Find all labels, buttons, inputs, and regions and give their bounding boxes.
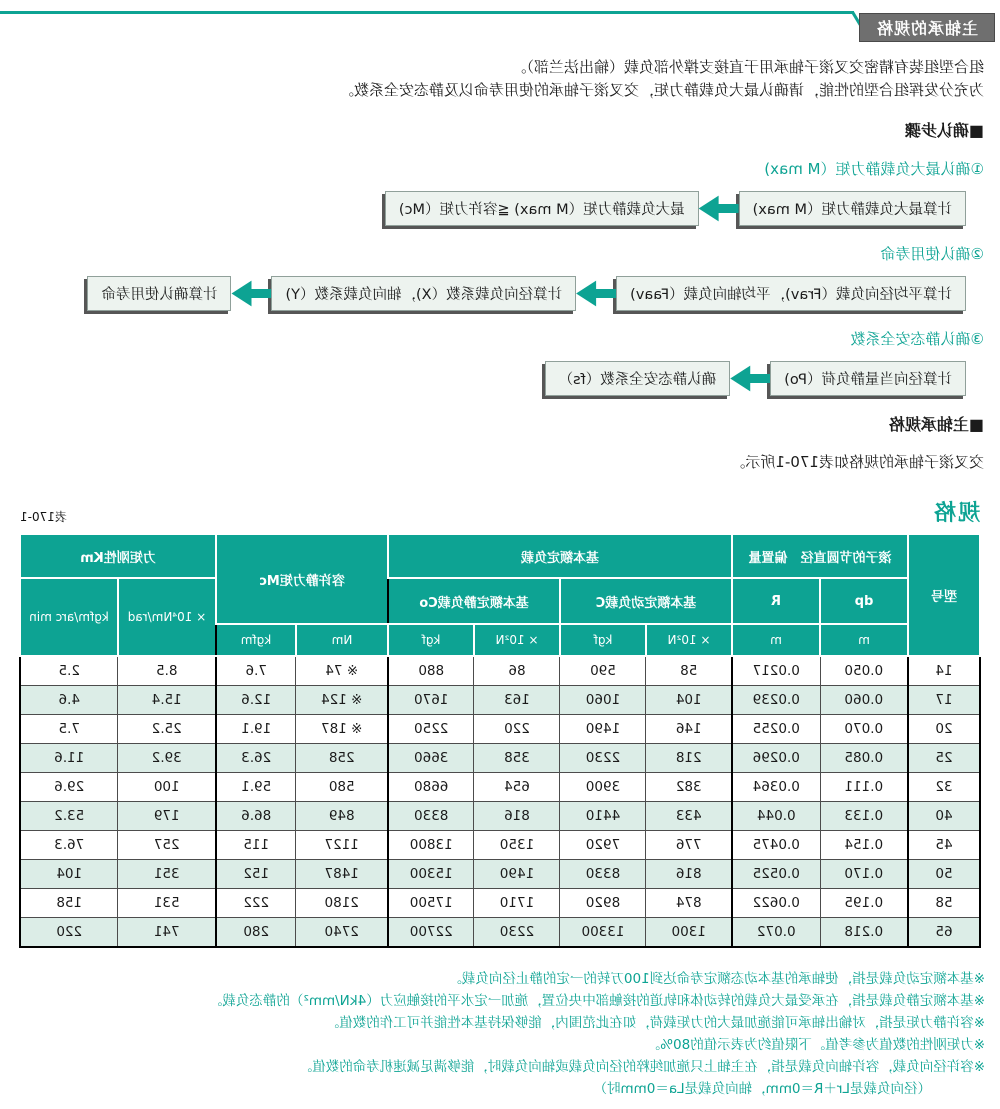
table-cell: 1487 bbox=[296, 860, 388, 889]
table-cell: 22700 bbox=[388, 918, 474, 948]
table-cell: 15.4 bbox=[118, 686, 216, 715]
table-cell: 590 bbox=[560, 656, 646, 686]
table-cell: 53.2 bbox=[20, 802, 118, 831]
header-rule bbox=[0, 11, 854, 14]
unit-n: × 10²N bbox=[646, 624, 732, 656]
table-cell: 4.6 bbox=[20, 686, 118, 715]
flow-row-3 bbox=[16, 361, 966, 396]
table-cell: 13800 bbox=[388, 831, 474, 860]
table-cell: 257 bbox=[118, 831, 216, 860]
flow-box: 计算径向负载系数（X)，轴向负载系数（Y) bbox=[272, 276, 577, 311]
intro-paragraph bbox=[18, 56, 984, 102]
table-cell: 1127 bbox=[296, 831, 388, 860]
footnote-line: ※容许静力矩是指，对输出轴承可能施加最大的力矩载荷，如在此范围内，能够保持基本性能并可工作的数值。 bbox=[325, 1015, 985, 1031]
table-cell: 220 bbox=[474, 715, 560, 744]
table-cell: 12.6 bbox=[216, 686, 296, 715]
table-cell: 4410 bbox=[560, 802, 646, 831]
table-cell: 86.6 bbox=[216, 802, 296, 831]
spec-note: 交叉滚子轴承的规格如表170-1所示。 bbox=[730, 453, 984, 471]
table-cell: 50 bbox=[908, 860, 980, 889]
table-cell: 17 bbox=[908, 686, 980, 715]
table-cell: 2740 bbox=[296, 918, 388, 948]
table-cell: 218 bbox=[646, 744, 732, 773]
table-cell: 0.0296 bbox=[732, 744, 820, 773]
page-title-tab: 主轴承的规格 bbox=[859, 13, 995, 42]
table-cell: 58 bbox=[908, 889, 980, 918]
section-2-label: ②确认使用寿命 bbox=[880, 245, 984, 263]
table-cell: 0.195 bbox=[820, 889, 908, 918]
col-header-model: 型号 bbox=[908, 534, 980, 656]
table-cell: 776 bbox=[646, 831, 732, 860]
table-cell: 32 bbox=[908, 773, 980, 802]
table-cell: 1300 bbox=[646, 918, 732, 948]
table-cell: 8330 bbox=[388, 802, 474, 831]
table-cell: 39.2 bbox=[118, 744, 216, 773]
table-cell: 0.050 bbox=[820, 656, 908, 686]
table-cell: 59.1 bbox=[216, 773, 296, 802]
footnote-line: （径向负载是Lr＋R＝0mm，轴向负载是La＝0mm时） bbox=[593, 1081, 931, 1097]
unit-kgfm-arc: kgfm/arc min bbox=[20, 578, 118, 656]
spec-table-body bbox=[20, 656, 980, 947]
table-cell: 17500 bbox=[388, 889, 474, 918]
table-cell: 179 bbox=[118, 802, 216, 831]
table-cell: 7.5 bbox=[20, 715, 118, 744]
flow-box: 计算径向当量静负荷（Po) bbox=[770, 361, 966, 396]
table-cell: 351 bbox=[118, 860, 216, 889]
table-cell: 874 bbox=[646, 889, 732, 918]
table-cell: 26.3 bbox=[216, 744, 296, 773]
table-cell: 25.2 bbox=[118, 715, 216, 744]
table-row bbox=[20, 918, 980, 948]
table-cell: 382 bbox=[646, 773, 732, 802]
table-cell: 7.6 bbox=[216, 656, 296, 686]
table-cell: 15300 bbox=[388, 860, 474, 889]
unit-nm: Nm bbox=[296, 624, 388, 656]
table-cell: 220 bbox=[20, 918, 118, 948]
table-cell: ※ 124 bbox=[296, 686, 388, 715]
table-row bbox=[20, 831, 980, 860]
table-cell: 20 bbox=[908, 715, 980, 744]
table-cell: 76.3 bbox=[20, 831, 118, 860]
arrow-right-icon bbox=[232, 280, 272, 308]
table-cell: 0.154 bbox=[820, 831, 908, 860]
footnote-line: ※容许径向负载，容许轴向负载是指，在主轴上只施加纯粹的径向负载或轴向负载时，能够满足减速机寿命的数值。 bbox=[298, 1059, 985, 1075]
table-cell: 433 bbox=[646, 802, 732, 831]
table-cell: 163 bbox=[474, 686, 560, 715]
table-cell: 849 bbox=[296, 802, 388, 831]
table-cell: 654 bbox=[474, 773, 560, 802]
table-title-row bbox=[20, 496, 980, 527]
table-cell: 152 bbox=[216, 860, 296, 889]
unit-n: × 10²N bbox=[474, 624, 560, 656]
table-cell: 14 bbox=[908, 656, 980, 686]
table-row bbox=[20, 802, 980, 831]
table-cell: 29.6 bbox=[20, 773, 118, 802]
table-cell: 1490 bbox=[560, 715, 646, 744]
table-cell: 65 bbox=[908, 918, 980, 948]
table-row bbox=[20, 773, 980, 802]
col-header-moment: 容许静力矩Mc bbox=[216, 534, 388, 624]
spec-heading: ■主轴承规格 bbox=[888, 415, 984, 434]
table-cell: 222 bbox=[216, 889, 296, 918]
table-cell: 0.0525 bbox=[732, 860, 820, 889]
unit-kgf: kgf bbox=[560, 624, 646, 656]
table-cell: 816 bbox=[474, 802, 560, 831]
table-cell: 1670 bbox=[388, 686, 474, 715]
arrow-right-icon bbox=[730, 365, 770, 393]
footnote-line: ※基本额定静负载是指，在承受最大负载的转动体和轨道的接触部中央位置，施加一定水平的接触应力（4kN/mm²）的静态负载。 bbox=[208, 993, 985, 1009]
table-cell: 0.111 bbox=[820, 773, 908, 802]
table-cell: 2.5 bbox=[20, 656, 118, 686]
flow-row-2 bbox=[16, 276, 966, 311]
flow-box: 计算平均径向负载（Frav)，平均轴向负载（Faav) bbox=[616, 276, 966, 311]
table-cell: 531 bbox=[118, 889, 216, 918]
col-header-pitch-offset: 滚子的节圆直径 偏置量 bbox=[732, 534, 908, 578]
table-cell: 258 bbox=[296, 744, 388, 773]
table-cell: 115 bbox=[216, 831, 296, 860]
table-cell: 3660 bbox=[388, 744, 474, 773]
table-cell: 1060 bbox=[560, 686, 646, 715]
table-cell: 8.5 bbox=[118, 656, 216, 686]
spec-table bbox=[19, 533, 981, 948]
table-cell: 3900 bbox=[560, 773, 646, 802]
table-cell: 580 bbox=[296, 773, 388, 802]
table-cell: 0.218 bbox=[820, 918, 908, 948]
table-cell: 0.0239 bbox=[732, 686, 820, 715]
col-header-static: 基本额定静负载Co bbox=[388, 578, 560, 624]
footnotes bbox=[14, 968, 985, 1100]
table-cell: 0.0475 bbox=[732, 831, 820, 860]
table-cell: 2180 bbox=[296, 889, 388, 918]
table-cell: 0.0217 bbox=[732, 656, 820, 686]
table-cell: 104 bbox=[20, 860, 118, 889]
col-header-dynamic: 基本额定动负载C bbox=[560, 578, 732, 624]
footnote-line: ※基本额定动负载是指，使轴承的基本动态额定寿命达到100万转的一定的静止径向负载。 bbox=[448, 971, 985, 987]
footnote-line: ※力矩刚性的数值为参考值。下限值约为表示值的80%。 bbox=[646, 1037, 985, 1053]
unit-m: m bbox=[732, 624, 820, 656]
col-header-rigidity: 力矩刚性Km bbox=[20, 534, 216, 578]
flow-box: 计算确认使用寿命 bbox=[88, 276, 232, 311]
table-cell: 0.060 bbox=[820, 686, 908, 715]
table-cell: ※ 187 bbox=[296, 715, 388, 744]
table-cell: 280 bbox=[216, 918, 296, 948]
section-1-label: ①确认最大负载静力矩（M max) bbox=[764, 160, 984, 178]
table-cell: 0.070 bbox=[820, 715, 908, 744]
table-row bbox=[20, 744, 980, 773]
table-row bbox=[20, 715, 980, 744]
table-cell: 158 bbox=[20, 889, 118, 918]
table-row bbox=[20, 889, 980, 918]
table-cell: 100 bbox=[118, 773, 216, 802]
intro-line: 组合型组装有精密交叉滚子轴承用于直接支撑外部负载（输出法兰部）。 bbox=[511, 58, 984, 76]
table-cell: 880 bbox=[388, 656, 474, 686]
table-cell: 8920 bbox=[560, 889, 646, 918]
table-row bbox=[20, 656, 980, 686]
table-cell: 86 bbox=[474, 656, 560, 686]
unit-kgf: kgf bbox=[388, 624, 474, 656]
col-header-dp: dp bbox=[820, 578, 908, 624]
unit-nm-rad: × 10⁴Nm/rad bbox=[118, 578, 216, 656]
arrow-right-icon bbox=[576, 280, 616, 308]
table-cell: 40 bbox=[908, 802, 980, 831]
table-cell: 0.0255 bbox=[732, 715, 820, 744]
col-header-basic-load: 基本额定负载 bbox=[388, 534, 732, 578]
table-cell: 816 bbox=[646, 860, 732, 889]
table-cell: 45 bbox=[908, 831, 980, 860]
table-cell: 11.6 bbox=[20, 744, 118, 773]
page-header bbox=[0, 0, 1000, 46]
table-cell: ※ 74 bbox=[296, 656, 388, 686]
table-cell: 741 bbox=[118, 918, 216, 948]
table-cell: 19.1 bbox=[216, 715, 296, 744]
table-reference: 表170-1 bbox=[20, 510, 67, 524]
flow-row-1 bbox=[16, 191, 966, 226]
table-row bbox=[20, 860, 980, 889]
table-cell: 13300 bbox=[560, 918, 646, 948]
unit-kgfm: kgfm bbox=[216, 624, 296, 656]
table-cell: 1350 bbox=[474, 831, 560, 860]
table-cell: 0.044 bbox=[732, 802, 820, 831]
table-cell: 6680 bbox=[388, 773, 474, 802]
table-cell: 2230 bbox=[560, 744, 646, 773]
col-header-r: R bbox=[732, 578, 820, 624]
table-cell: 58 bbox=[646, 656, 732, 686]
flow-box: 最大负载静力矩（M max) ≦容许力矩（Mc) bbox=[385, 191, 699, 226]
table-cell: 0.170 bbox=[820, 860, 908, 889]
intro-line: 为充分发挥组合型的性能，请确认最大负载静力矩，交叉滚子轴承的使用寿命以及静态安全系数。 bbox=[338, 81, 984, 99]
table-cell: 0.0364 bbox=[732, 773, 820, 802]
flow-box: 计算最大负载静力矩（M max) bbox=[739, 191, 966, 226]
section-3-label: ③确认静态安全系数 bbox=[850, 330, 984, 348]
table-cell: 25 bbox=[908, 744, 980, 773]
table-row bbox=[20, 686, 980, 715]
table-cell: 1710 bbox=[474, 889, 560, 918]
table-cell: 2230 bbox=[474, 918, 560, 948]
table-cell: 358 bbox=[474, 744, 560, 773]
table-cell: 104 bbox=[646, 686, 732, 715]
table-cell: 1490 bbox=[474, 860, 560, 889]
table-cell: 7920 bbox=[560, 831, 646, 860]
table-cell: 0.085 bbox=[820, 744, 908, 773]
table-cell: 0.072 bbox=[732, 918, 820, 948]
unit-m: m bbox=[820, 624, 908, 656]
table-cell: 8330 bbox=[560, 860, 646, 889]
arrow-right-icon bbox=[699, 195, 739, 223]
table-cell: 2250 bbox=[388, 715, 474, 744]
steps-heading: ■确认步骤 bbox=[904, 121, 984, 140]
table-cell: 146 bbox=[646, 715, 732, 744]
table-cell: 0.133 bbox=[820, 802, 908, 831]
table-title: 规格 bbox=[931, 501, 980, 526]
table-cell: 0.0622 bbox=[732, 889, 820, 918]
flow-box: 确认静态安全系数（fs） bbox=[545, 361, 731, 396]
